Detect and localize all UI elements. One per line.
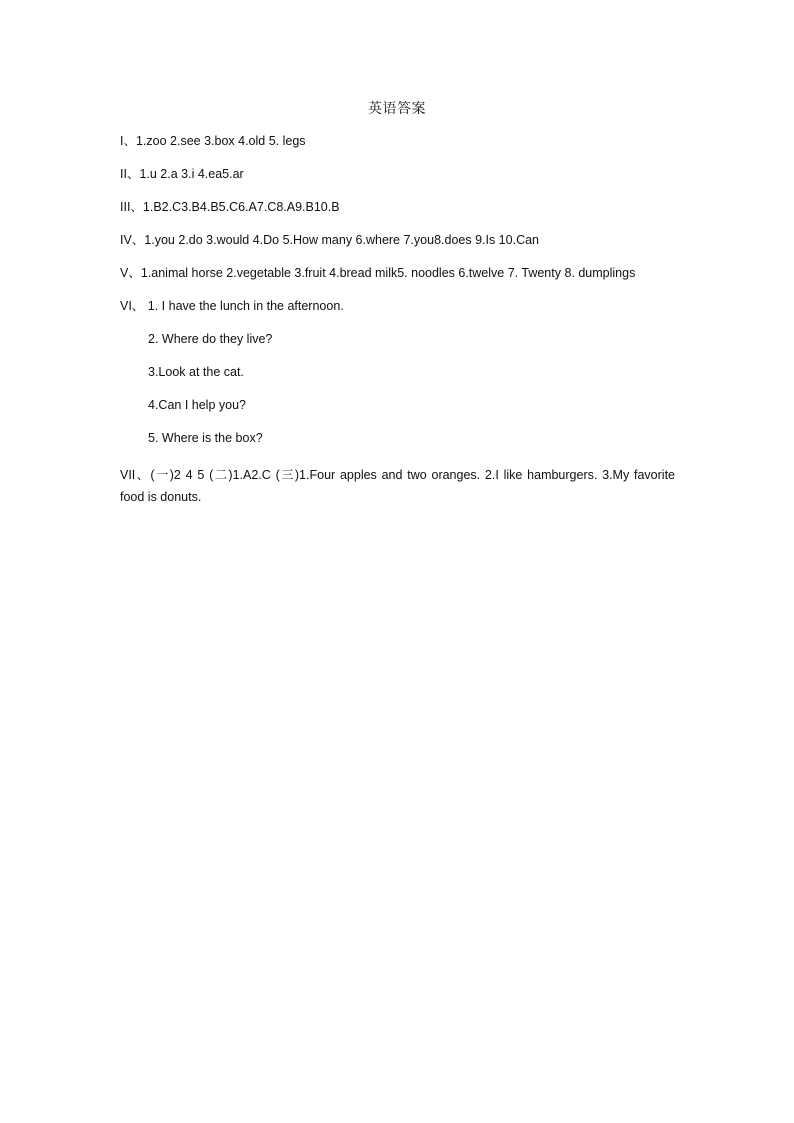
answer-section-4: IV、1.you 2.do 3.would 4.Do 5.How many 6.where 7.you8.does 9.Is 10.Can [120, 233, 539, 247]
answer-section-6-item: 3.Look at the cat. [148, 365, 244, 379]
document-title: 英语答案 [368, 101, 426, 117]
answer-section-6-item: 2. Where do they live? [148, 332, 273, 346]
answer-section-7: VII、(一)2 4 5 (二)1.A2.C (三)1.Four apples and two oranges. 2.I like hamburgers. 3.My favorite food is donuts. [120, 468, 675, 504]
answer-section-6-item: 5. Where is the box? [148, 431, 263, 445]
answer-section-3: III、1.B2.C3.B4.B5.C6.A7.C8.A9.B10.B [120, 200, 340, 214]
answer-section-6-first: VI、 1. I have the lunch in the afternoon. [120, 299, 344, 313]
answer-section-1: I、1.zoo 2.see 3.box 4.old 5. legs [120, 134, 306, 148]
answer-section-5: V、1.animal horse 2.vegetable 3.fruit 4.bread milk5. noodles 6.twelve 7. Twenty 8. dumplings [120, 266, 636, 280]
answer-section-6-item: 4.Can I help you? [148, 398, 246, 412]
answer-section-2: II、1.u 2.a 3.i 4.ea5.ar [120, 167, 244, 181]
